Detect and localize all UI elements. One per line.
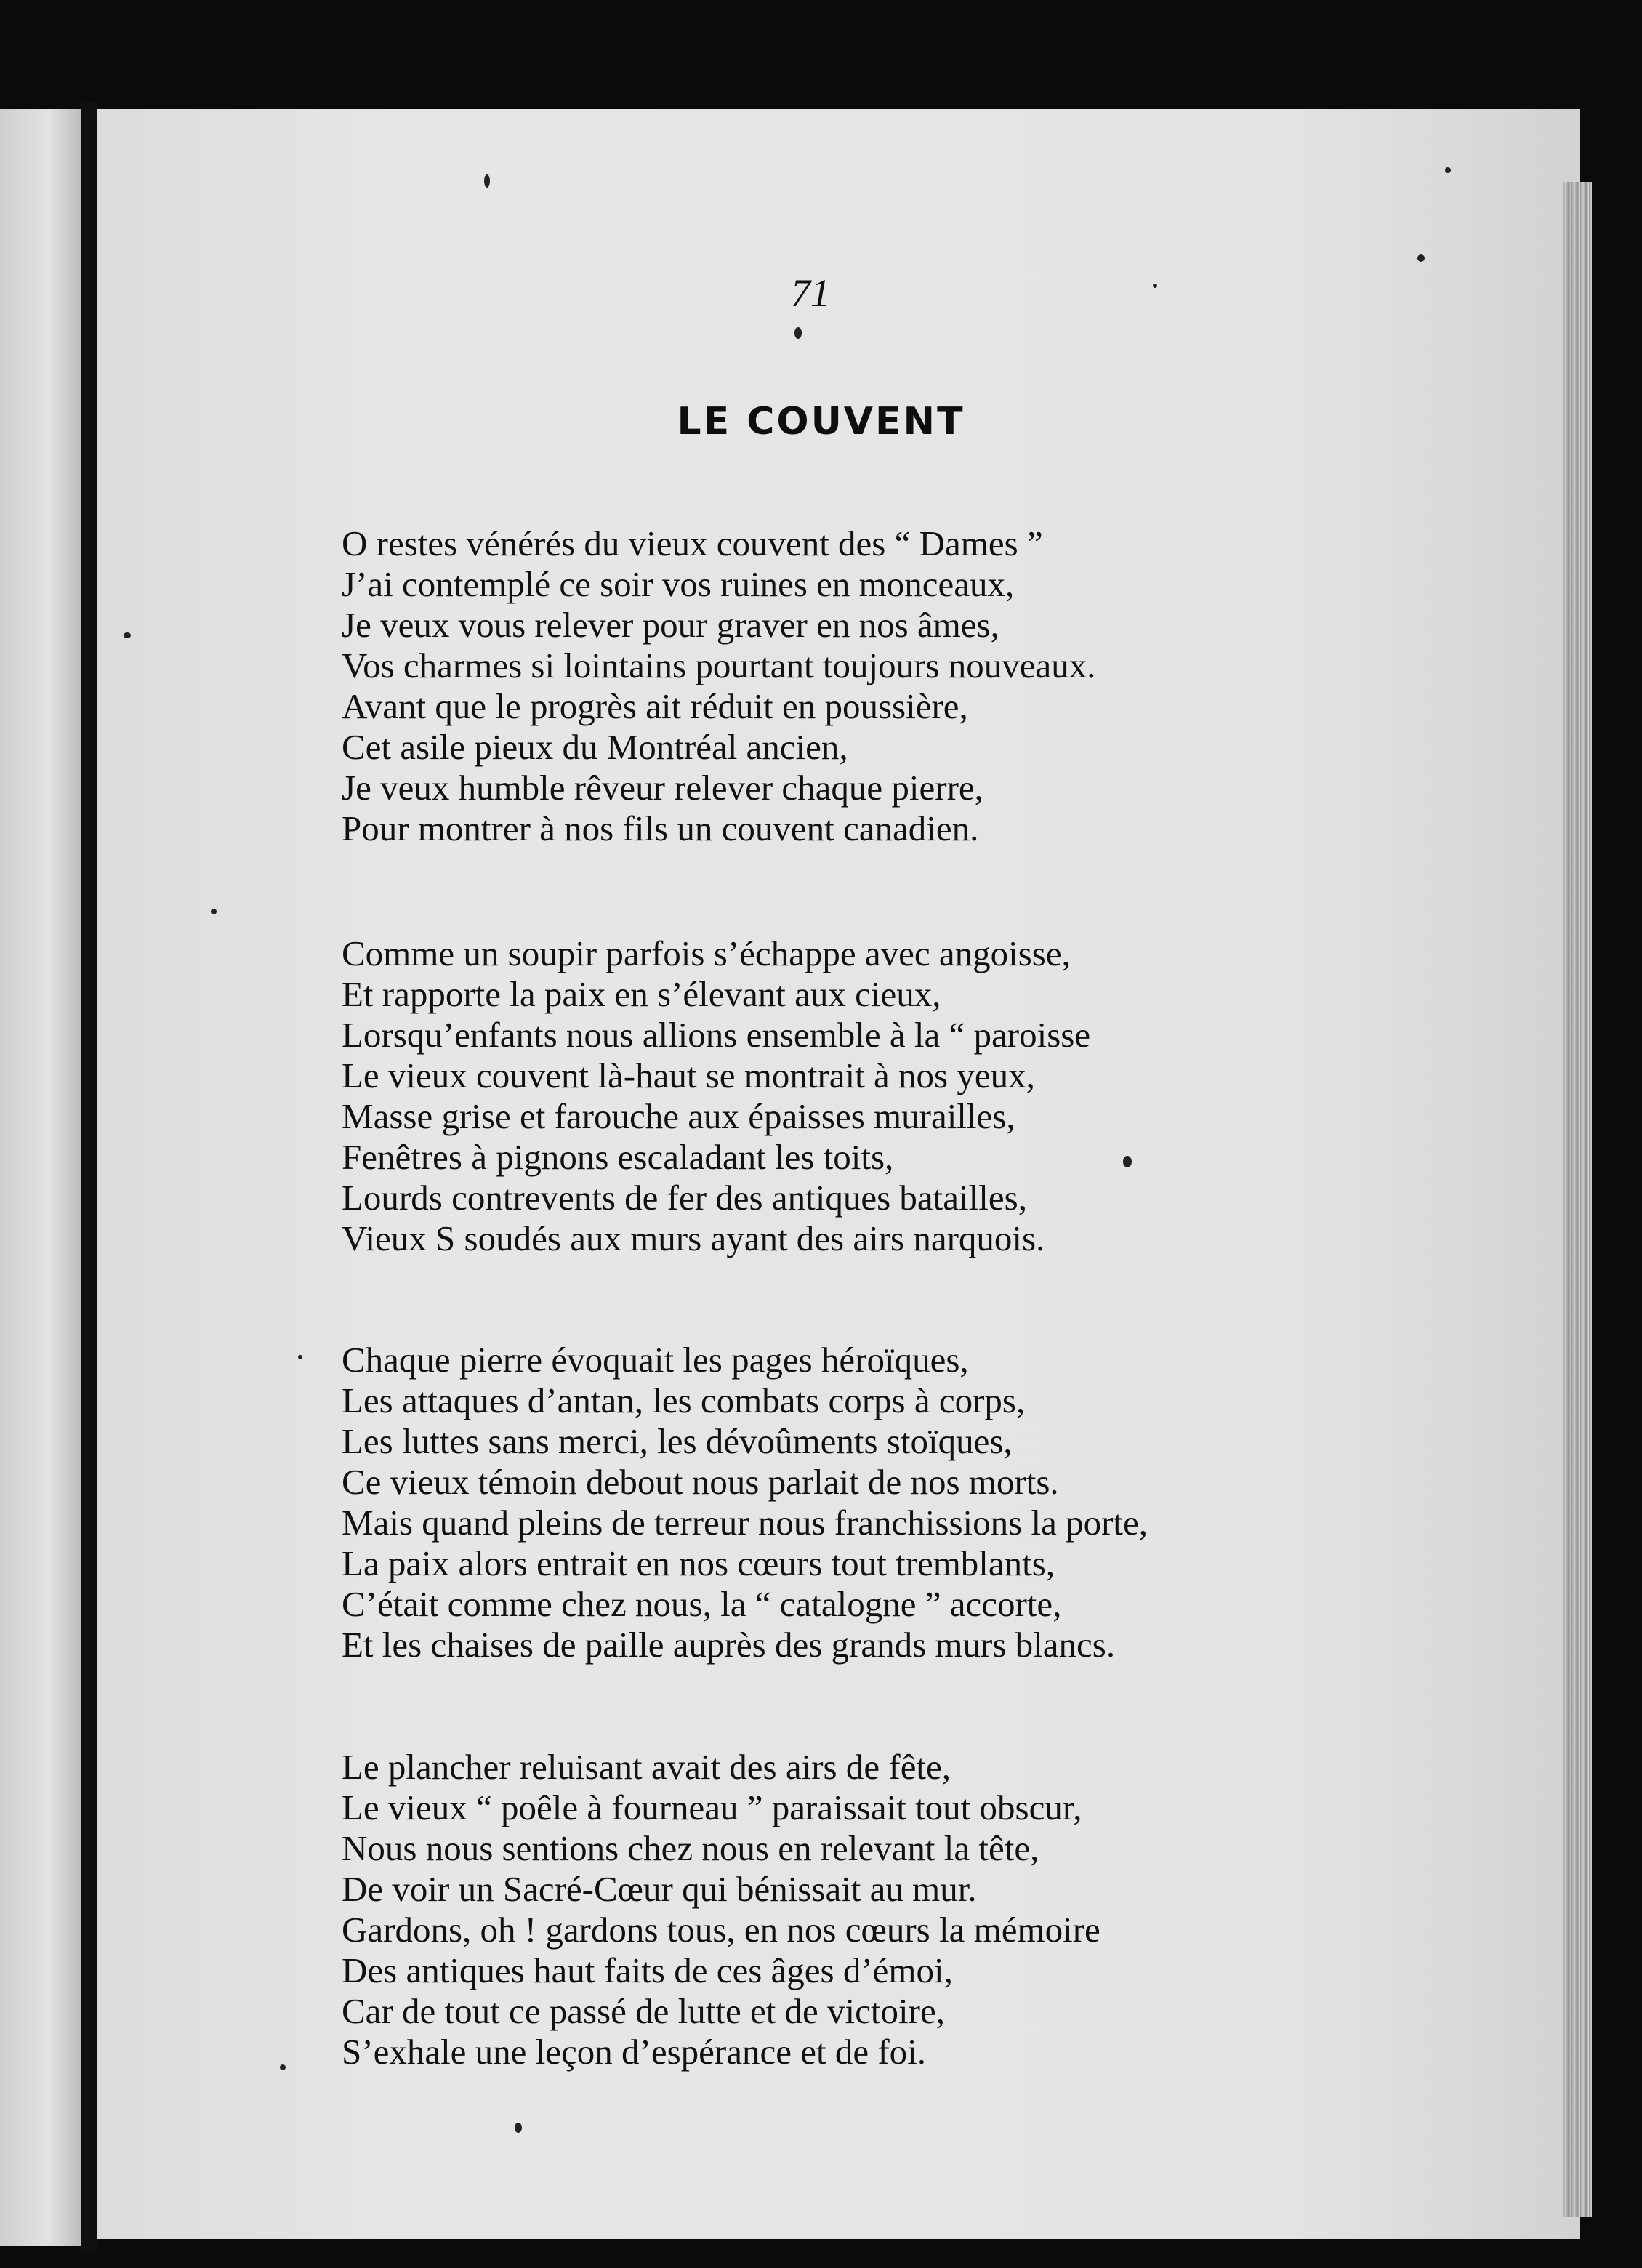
verse-line: Chaque pierre évoquait les pages héroïques, <box>342 1340 969 1380</box>
poem-title: LE COUVENT <box>677 400 965 443</box>
scan-speck <box>280 2064 286 2070</box>
scan-speck <box>515 2123 522 2133</box>
verse-line: Cet asile pieux du Montréal ancien, <box>342 727 848 767</box>
verse-line: Car de tout ce passé de lutte et de victoire, <box>342 1991 945 2031</box>
verse-line: Des antiques haut faits de ces âges d’émoi, <box>342 1950 953 1990</box>
scan-speck <box>124 632 131 638</box>
verse-line: Comme un soupir parfois s’échappe avec angoisse, <box>342 933 1071 973</box>
stanza-3 <box>342 1340 1148 1665</box>
scan-speck <box>1123 1156 1132 1167</box>
verse-line: Vos charmes si lointains pourtant toujours nouveaux. <box>342 646 1096 685</box>
verse-line: Ce vieux témoin debout nous parlait de nos morts. <box>342 1462 1059 1502</box>
verse-line: Le vieux couvent là-haut se montrait à nos yeux, <box>342 1055 1035 1095</box>
verse-line: J’ai contemplé ce soir vos ruines en monceaux, <box>342 564 1015 604</box>
verse-line: Le plancher reluisant avait des airs de fête, <box>342 1747 951 1787</box>
stanza-2 <box>342 933 1090 1259</box>
verse-line: S’exhale une leçon d’espérance et de foi. <box>342 2032 927 2072</box>
verse-line: Je veux humble rêveur relever chaque pierre, <box>342 768 983 808</box>
verse-line: Pour montrer à nos fils un couvent canadien. <box>342 808 979 848</box>
verse-line: Les attaques d’antan, les combats corps à corps, <box>342 1380 1026 1420</box>
scan-speck <box>1445 167 1451 173</box>
verse-line: Le vieux “ poêle à fourneau ” paraissait tout obscur, <box>342 1788 1082 1827</box>
verse-line: Et les chaises de paille auprès des grands murs blancs. <box>342 1625 1116 1665</box>
verse-line: La paix alors entrait en nos cœurs tout tremblants, <box>342 1543 1055 1583</box>
verse-line: Les luttes sans merci, les dévoûments stoïques, <box>342 1421 1013 1461</box>
scan-speck <box>1153 284 1157 288</box>
verse-line: Je veux vous relever pour graver en nos âmes, <box>342 605 999 645</box>
verse-line: Nous nous sentions chez nous en relevant la tête, <box>342 1828 1039 1868</box>
scan-speck <box>484 174 490 188</box>
page-edge-stack <box>1563 182 1592 2217</box>
stanza-4 <box>342 1747 1100 2072</box>
verse-line: Masse grise et farouche aux épaisses murailles, <box>342 1096 1015 1136</box>
scan-speck <box>298 1355 302 1359</box>
scan-speck <box>1417 254 1425 262</box>
verse-line: Fenêtres à pignons escaladant les toits, <box>342 1137 894 1177</box>
page-number: 71 <box>791 271 830 315</box>
verse-line: O restes vénérés du vieux couvent des “ Dames ” <box>342 523 1043 563</box>
scan-speck <box>211 909 217 914</box>
scan-speck <box>794 327 802 339</box>
verse-line: Vieux S soudés aux murs ayant des airs narquois. <box>342 1218 1045 1258</box>
verse-line: Lorsqu’enfants nous allions ensemble à la “ paroisse <box>342 1015 1091 1055</box>
verse-line: Mais quand pleins de terreur nous franchissions la porte, <box>342 1503 1148 1543</box>
verse-line: Avant que le progrès ait réduit en poussière, <box>342 686 968 726</box>
verse-line: C’était comme chez nous, la “ catalogne ” accorte, <box>342 1584 1062 1624</box>
stanza-1 <box>342 523 1096 849</box>
verse-line: Gardons, oh ! gardons tous, en nos cœurs la mémoire <box>342 1910 1100 1950</box>
verse-line: Et rapporte la paix en s’élevant aux cieux, <box>342 974 941 1014</box>
verse-line: De voir un Sacré-Cœur qui bénissait au mur. <box>342 1869 977 1909</box>
verse-line: Lourds contrevents de fer des antiques batailles, <box>342 1178 1027 1218</box>
